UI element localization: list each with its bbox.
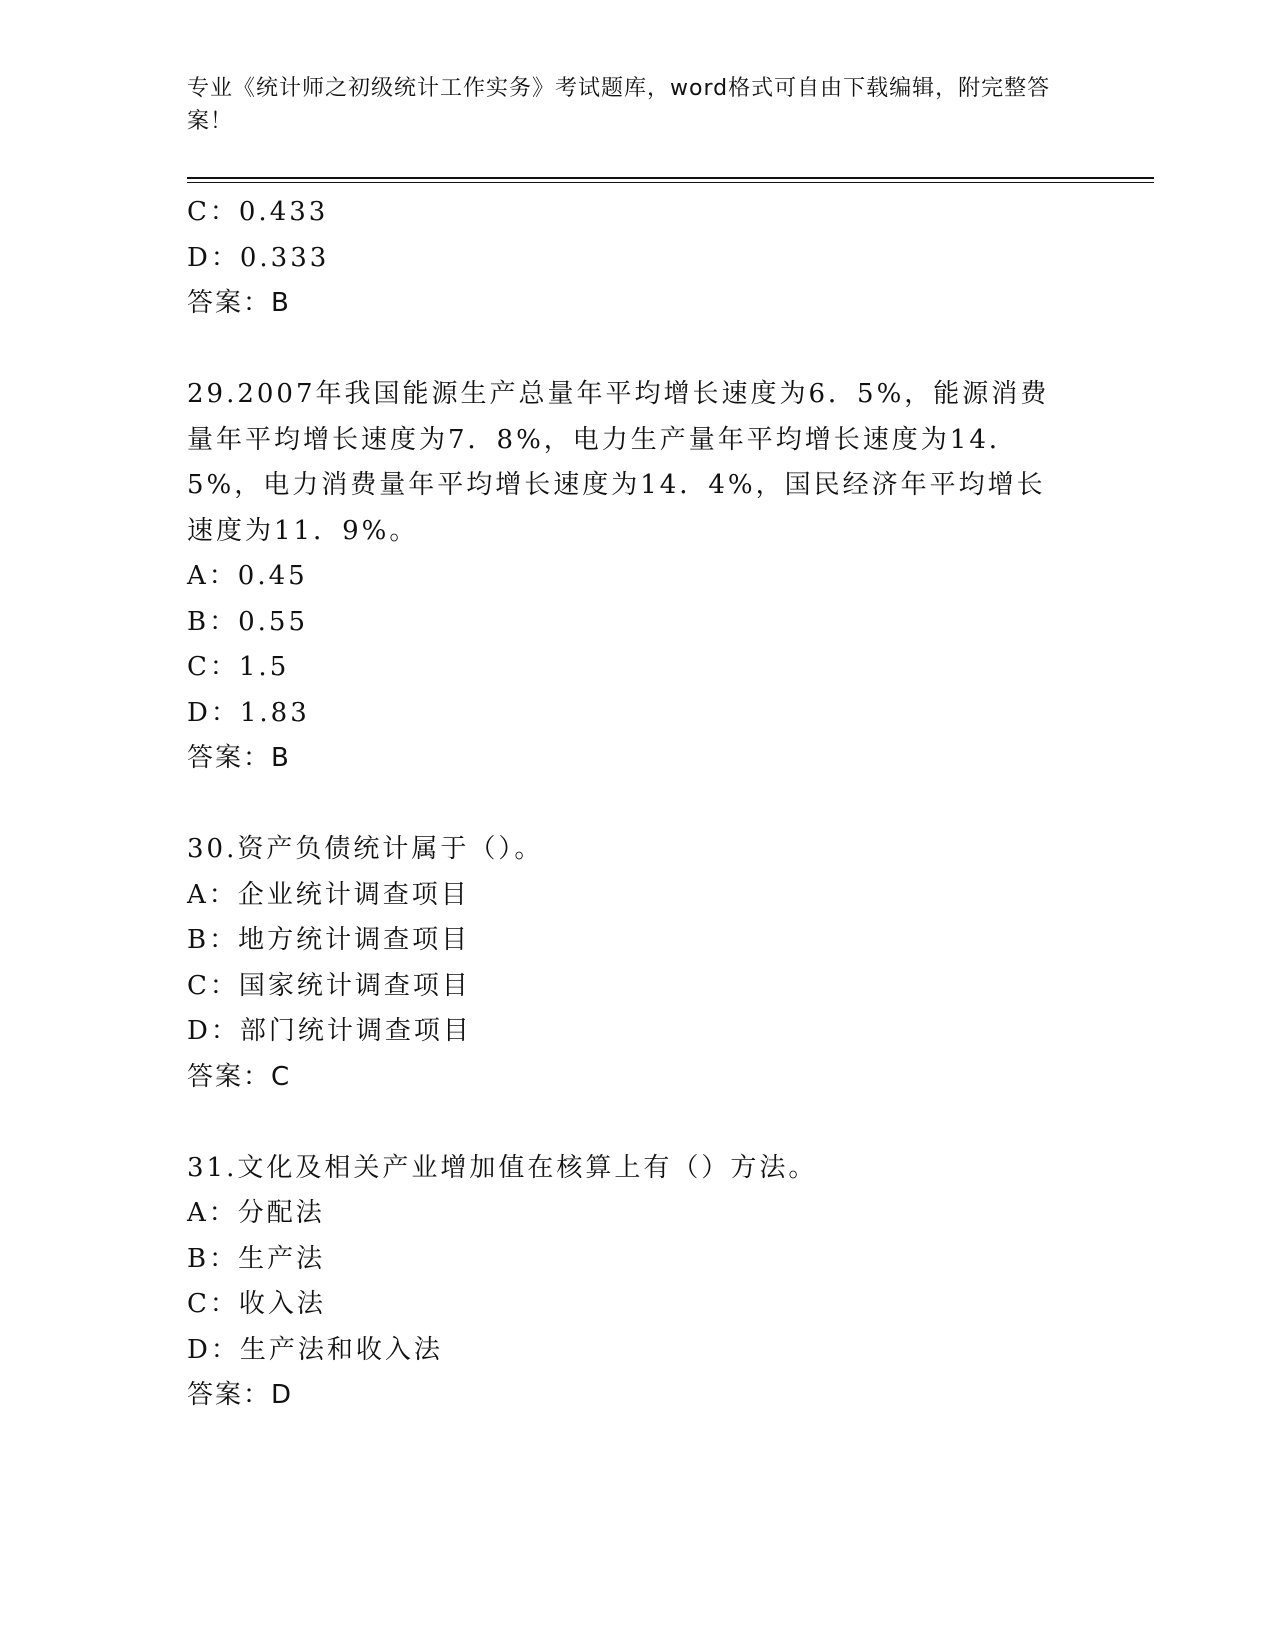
option-a: A：0.45 (187, 561, 308, 591)
page-header: 专业《统计师之初级统计工作实务》考试题库，word格式可自由下载编辑，附完整答案！ (187, 76, 1051, 134)
answer: 答案：B (187, 743, 291, 773)
previous-question (187, 190, 1067, 327)
spacer (187, 1100, 1067, 1146)
option-b: B：0.55 (187, 606, 308, 637)
question-29 (187, 372, 1067, 782)
option-b: B：生产法 (187, 1243, 326, 1274)
option-a: A：分配法 (187, 1198, 325, 1228)
option-c: C：国家统计调查项目 (187, 970, 471, 1001)
option-c: C：0.433 (187, 197, 329, 227)
option-c: C：1.5 (187, 652, 290, 682)
option-d: D：1.83 (187, 697, 310, 728)
spacer (187, 327, 1067, 373)
question-30 (187, 827, 1067, 1100)
spacer (187, 782, 1067, 828)
question-content (187, 190, 1067, 1419)
option-a: A：企业统计调查项目 (187, 879, 470, 910)
option-b: B：地方统计调查项目 (187, 925, 471, 955)
option-c: C：收入法 (187, 1289, 326, 1319)
header-divider-thin (187, 182, 1154, 183)
answer: 答案：B (187, 288, 291, 318)
option-d: D：部门统计调查项目 (187, 1016, 472, 1046)
answer: 答案：D (187, 1380, 294, 1410)
question-31 (187, 1146, 1067, 1419)
option-d: D：生产法和收入法 (187, 1334, 443, 1365)
question-stem: 30.资产负债统计属于（）。 (187, 834, 544, 864)
header-divider-thick (187, 177, 1154, 179)
option-d: D：0.333 (187, 242, 330, 273)
question-stem: 31.文化及相关产业增加值在核算上有（）方法。 (187, 1152, 818, 1183)
answer: 答案：C (187, 1061, 292, 1092)
question-stem: 29.2007年我国能源生产总量年平均增长速度为6．5%，能源消费量年平均增长速度为7．8%，电力生产量年平均增长速度为14．5%，电力消费量年平均增长速度为14．4%，国民经济年平均增长速度为11．9%。 (187, 379, 1050, 546)
